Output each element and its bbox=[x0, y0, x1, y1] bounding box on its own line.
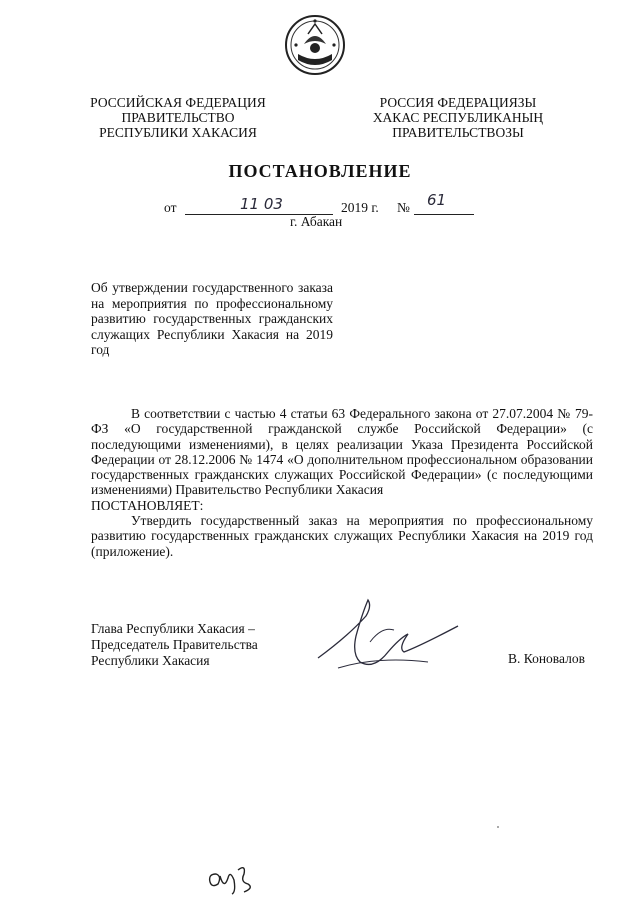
header-right-line-2: ХАКАС РЕСПУБЛИКАНЫҢ bbox=[372, 110, 544, 125]
scan-speck bbox=[497, 826, 499, 828]
header-left-line-2: ПРАВИТЕЛЬСТВО bbox=[121, 110, 235, 125]
handwritten-signature bbox=[308, 596, 468, 676]
body-resolves: ПОСТАНОВЛЯЕТ: bbox=[91, 497, 204, 513]
header-left bbox=[58, 95, 298, 140]
body-paragraph-2: Утвердить государственный заказ на мероприятия по профессиональному развитию государственных гражданских служащих Республики Хакасия на 2019 год (приложение). bbox=[91, 513, 593, 559]
header-right-line-1: РОССИЯ ФЕДЕРАЦИЯЗЫ bbox=[379, 95, 537, 110]
signatory-position-line-1: Глава Республики Хакасия – bbox=[91, 621, 255, 636]
header-right bbox=[338, 95, 578, 140]
coat-of-arms-emblem bbox=[284, 14, 346, 76]
header-left-line-1: РОССИЙСКАЯ ФЕДЕРАЦИЯ bbox=[90, 95, 266, 110]
number-sign: № bbox=[397, 200, 410, 215]
date-year: 2019 г. bbox=[341, 200, 379, 215]
document-body bbox=[91, 406, 593, 559]
signatory-name: В. Коновалов bbox=[508, 651, 585, 666]
signatory-position-line-2: Председатель Правительства bbox=[91, 637, 258, 652]
resolution-subject: Об утверждении государственного заказа на мероприятия по профессиональному развитию государственных гражданских служащих Республики Хакасия на 2019 год bbox=[91, 280, 333, 357]
handwritten-number: 61 bbox=[427, 191, 447, 209]
handwritten-date: 11 03 bbox=[240, 195, 283, 213]
header-right-line-3: ПРАВИТЕЛЬСТВОЗЫ bbox=[392, 125, 524, 140]
handwritten-initials-mark bbox=[204, 860, 256, 896]
document-title: ПОСТАНОВЛЕНИЕ bbox=[228, 161, 412, 181]
header-left-line-3: РЕСПУБЛИКИ ХАКАСИЯ bbox=[99, 125, 257, 140]
body-paragraph-1: В соответствии с частью 4 статьи 63 Федерального закона от 27.07.2004 № 79-ФЗ «О государственной гражданской службе Российской Федерации» (с последующими изменениями), в целях реализации Указа Президента Российской Федерации от 28.12.2006 № 1474 «О дополнительном профессиональном образовании государственных гражданских служащих Российской Федерации» (с последующими изменениями) Правительство Республики Хакасия bbox=[91, 406, 593, 498]
signatory-position bbox=[91, 621, 258, 669]
date-prefix: от bbox=[164, 200, 177, 215]
signatory-position-line-3: Республики Хакасия bbox=[91, 653, 210, 668]
city: г. Абакан bbox=[290, 214, 343, 229]
